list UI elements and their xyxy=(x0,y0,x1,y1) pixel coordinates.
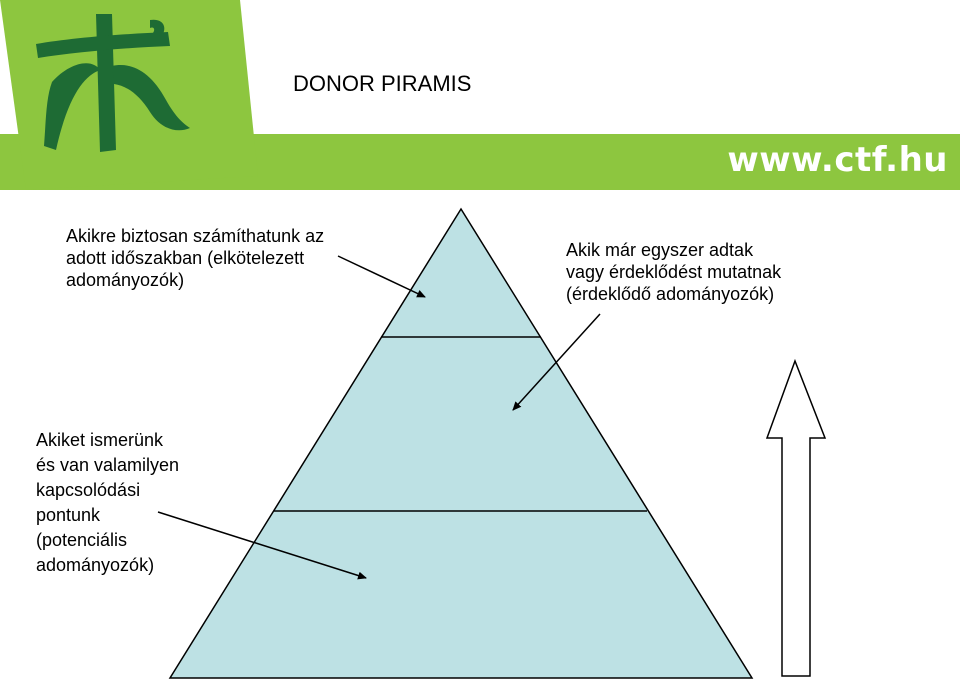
arrow-top-level xyxy=(338,256,425,297)
label-line: Akiket ismerünk xyxy=(36,430,164,450)
label-line: adott időszakban (elkötelezett xyxy=(66,248,305,268)
site-url: www.ctf.hu xyxy=(727,140,948,180)
label-line: pontunk xyxy=(36,505,101,525)
label-line: és van valamilyen xyxy=(36,455,180,475)
label-line: (érdeklődő adományozók) xyxy=(566,284,775,304)
label-line: Akik már egyszer adtak xyxy=(566,240,754,260)
label-line: adományozók) xyxy=(66,270,185,290)
label-potential-donors xyxy=(36,428,179,578)
label-committed-donors xyxy=(66,225,324,291)
label-line: Akikre biztosan számíthatunk az xyxy=(66,226,325,246)
label-interested-donors xyxy=(566,239,781,305)
label-line: adományozók) xyxy=(36,555,155,575)
up-arrow-icon xyxy=(767,361,825,676)
label-line: vagy érdeklődést mutatnak xyxy=(566,262,782,282)
page-title: DONOR PIRAMIS xyxy=(293,71,472,96)
label-line: kapcsolódási xyxy=(36,480,141,500)
label-line: (potenciális xyxy=(36,530,128,550)
